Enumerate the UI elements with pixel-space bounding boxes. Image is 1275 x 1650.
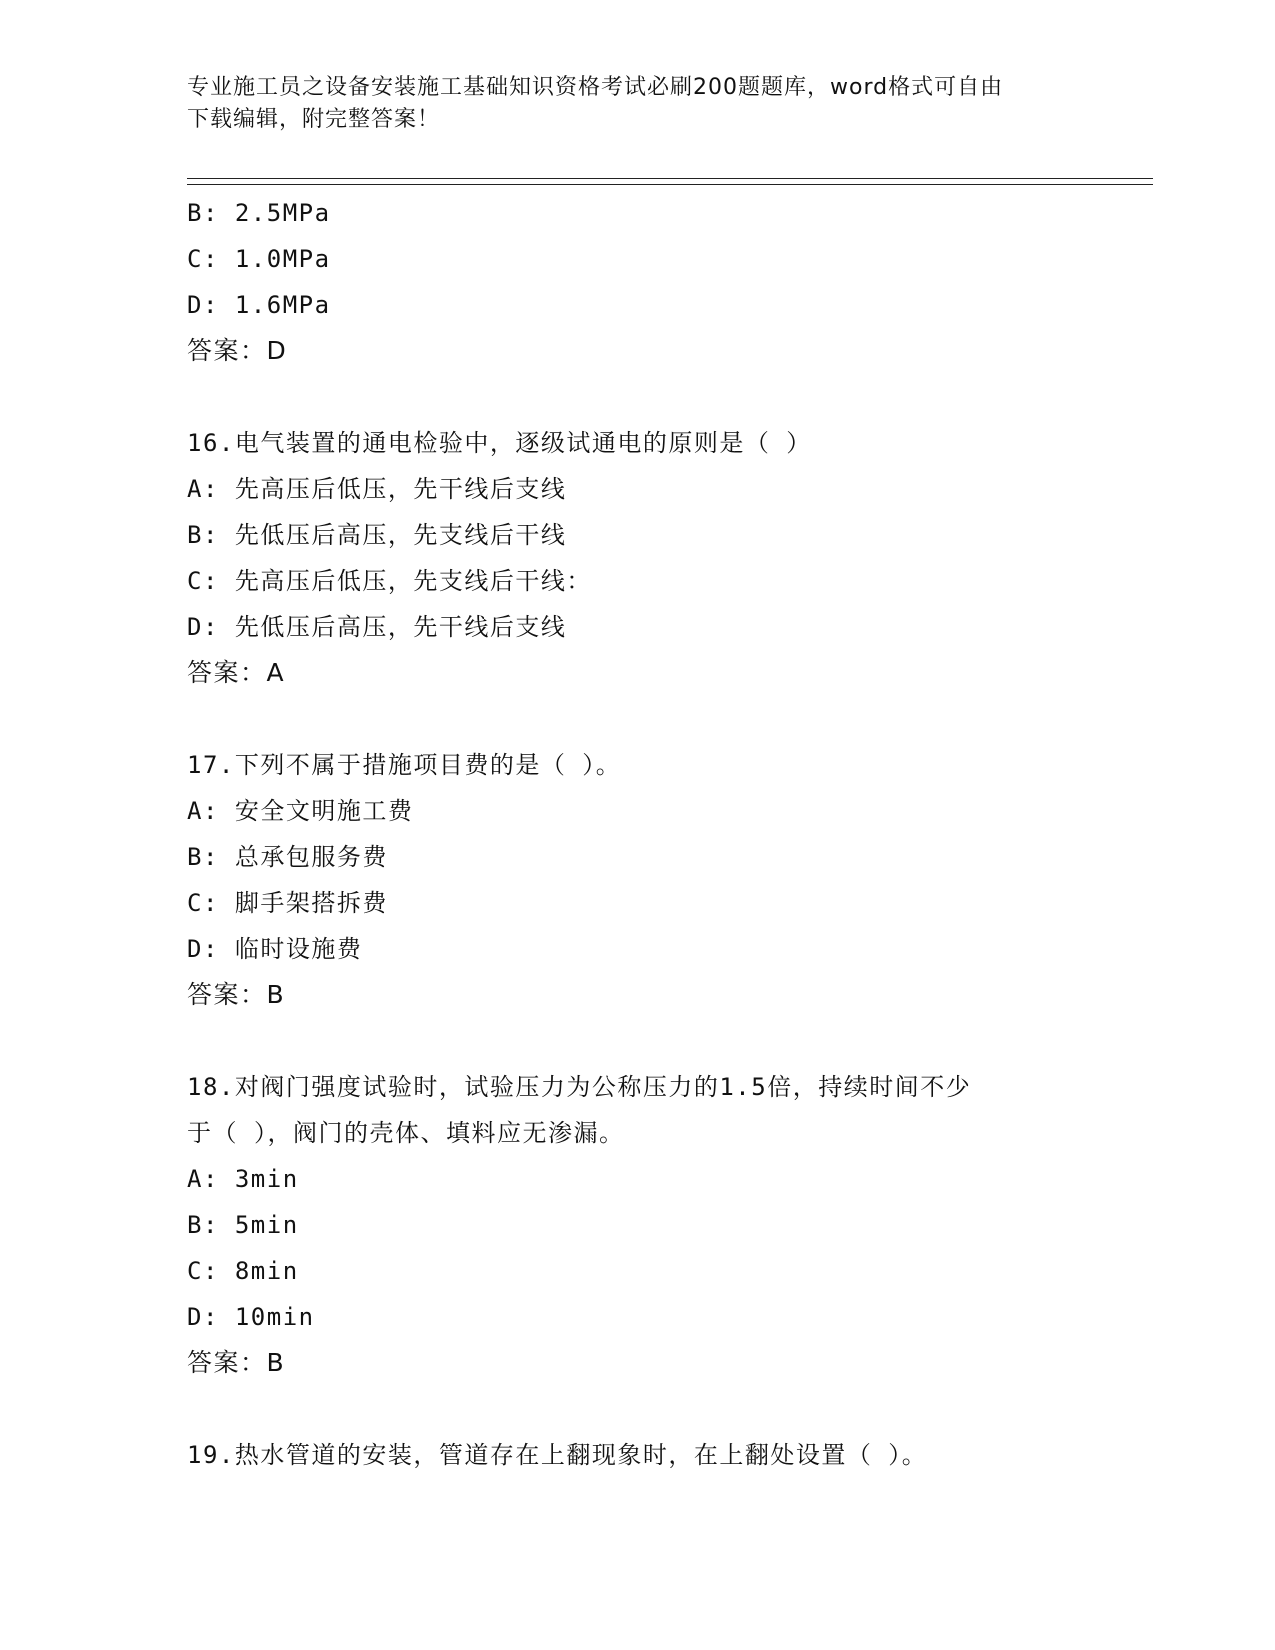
answer: 答案：D (187, 336, 288, 365)
option-a: A: 3min (187, 1165, 299, 1193)
option-b: B: 先低压后高压，先支线后干线 (187, 521, 567, 549)
page-header (187, 72, 1087, 136)
option-d: D: 临时设施费 (187, 935, 363, 963)
option-b: B: 总承包服务费 (187, 843, 388, 871)
question-stem-line-1: 18.对阀门强度试验时，试验压力为公称压力的1.5倍，持续时间不少 (187, 1073, 972, 1101)
document-body (187, 190, 1087, 1478)
option-c: C: 先高压后低压，先支线后干线： (187, 567, 592, 595)
header-divider (187, 178, 1153, 185)
question-17 (187, 742, 1087, 1018)
question-16 (187, 420, 1087, 696)
option-a: A: 安全文明施工费 (187, 797, 414, 825)
header-line-2: 下载编辑，附完整答案！ (187, 107, 441, 132)
header-line-1: 专业施工员之设备安装施工基础知识资格考试必刷200题题库，word格式可自由 (187, 75, 1004, 100)
question-stem: 17.下列不属于措施项目费的是（ ）。 (187, 751, 622, 779)
question-stem: 19.热水管道的安装，管道存在上翻现象时，在上翻处设置（ ）。 (187, 1441, 928, 1469)
question-stem: 16.电气装置的通电检验中，逐级试通电的原则是（ ） (187, 429, 812, 457)
option-d: D: 1.6MPa (187, 291, 331, 319)
option-c: C: 脚手架搭拆费 (187, 889, 388, 917)
answer: 答案：B (187, 1348, 286, 1377)
option-b: B: 5min (187, 1211, 299, 1239)
option-a: A: 先高压后低压，先干线后支线 (187, 475, 567, 503)
option-d: D: 先低压后高压，先干线后支线 (187, 613, 567, 641)
answer: 答案：A (187, 658, 286, 687)
question-18 (187, 1064, 1087, 1386)
answer: 答案：B (187, 980, 286, 1009)
question-19 (187, 1432, 1087, 1478)
option-c: C: 1.0MPa (187, 245, 331, 273)
option-c: C: 8min (187, 1257, 299, 1285)
question-stem-line-2: 于（ ），阀门的壳体、填料应无渗漏。 (187, 1119, 625, 1147)
option-b: B: 2.5MPa (187, 199, 331, 227)
question-15-continued (187, 190, 1087, 374)
option-d: D: 10min (187, 1303, 315, 1331)
